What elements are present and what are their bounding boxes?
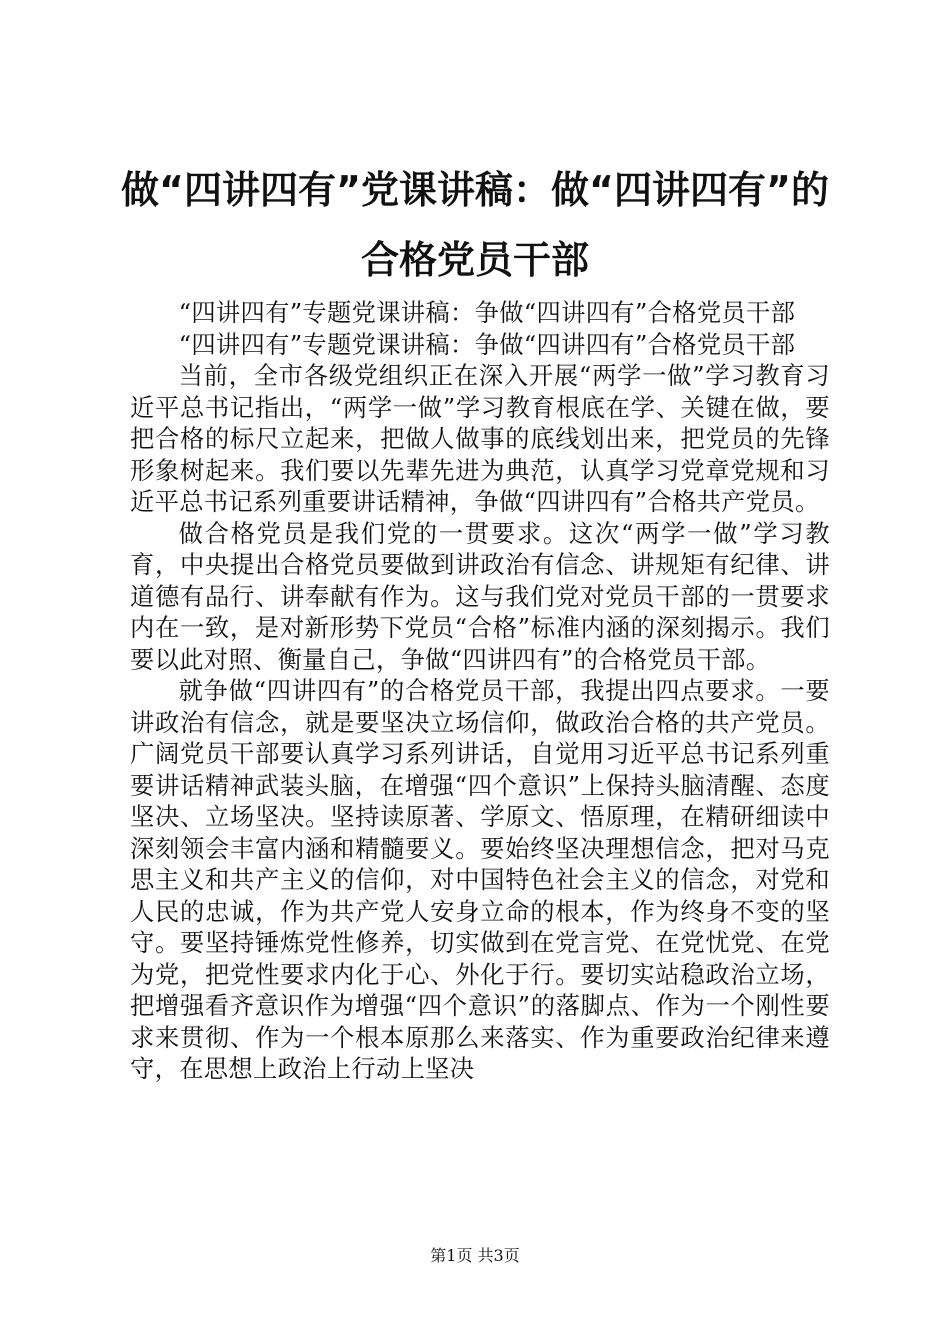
- paragraph: 当前，全市各级党组织正在深入开展“两学一做”学习教育习近平总书记指出，“两学一做”学习教育根底在学、关键在做，要把合格的标尺立起来，把做人做事的底线划出来，把党员的先锋形象树起来。我们要以先辈先进为典范，认真学习党章党规和习近平总书记系列重要讲话精神，争做“四讲四有”合格共产党员。: [130, 361, 830, 516]
- paragraph: “四讲四有”专题党课讲稿：争做“四讲四有”合格党员干部: [178, 298, 796, 327]
- document-title: [95, 155, 855, 295]
- paragraph: 就争做“四讲四有”的合格党员干部，我提出四点要求。一要讲政治有信念，就是要坚决立场信仰，做政治合格的共产党员。广阔党员干部要认真学习系列讲话，自觉用习近平总书记系列重要讲话精神武装头脑，在增强“四个意识”上保持头脑清醒、态度坚决、立场坚决。坚持读原著、学原文、悟原理，在精研细读中深刻领会丰富内涵和精髓要义。要始终坚决理想信念，把对马克思主义和共产主义的信仰，对中国特色社会主义的信念，对党和人民的忠诚，作为共产党人安身立命的根本，作为终身不变的坚守。要坚持锤炼党性修养，切实做到在党言党、在党忧党、在党为党，把党性要求内化于心、外化于行。要切实站稳政治立场，把增强看齐意识作为增强“四个意识”的落脚点、作为一个刚性要求来贯彻、作为一个根本原那么来落实、作为重要政治纪律来遵守，在思想上政治上行动上坚决: [130, 676, 830, 1083]
- title-line-2: 合格党员干部: [360, 238, 589, 282]
- paragraph: “四讲四有”专题党课讲稿：争做“四讲四有”合格党员干部: [178, 329, 796, 359]
- page-footer: 第1页 共3页: [430, 1246, 520, 1265]
- paragraph: 做合格党员是我们党的一贯要求。这次“两学一做”学习教育，中央提出合格党员要做到讲政治有信念、讲规矩有纪律、讲道德有品行、讲奉献有作为。这与我们党对党员干部的一贯要求内在一致，是对新形势下党员“合格”标准内涵的深刻揭示。我们要以此对照、衡量自己，争做“四讲四有”的合格党员干部。: [130, 518, 830, 674]
- title-line-1: 做“四讲四有”党课讲稿：做“四讲四有”的: [121, 168, 829, 212]
- document-body: [130, 297, 830, 1085]
